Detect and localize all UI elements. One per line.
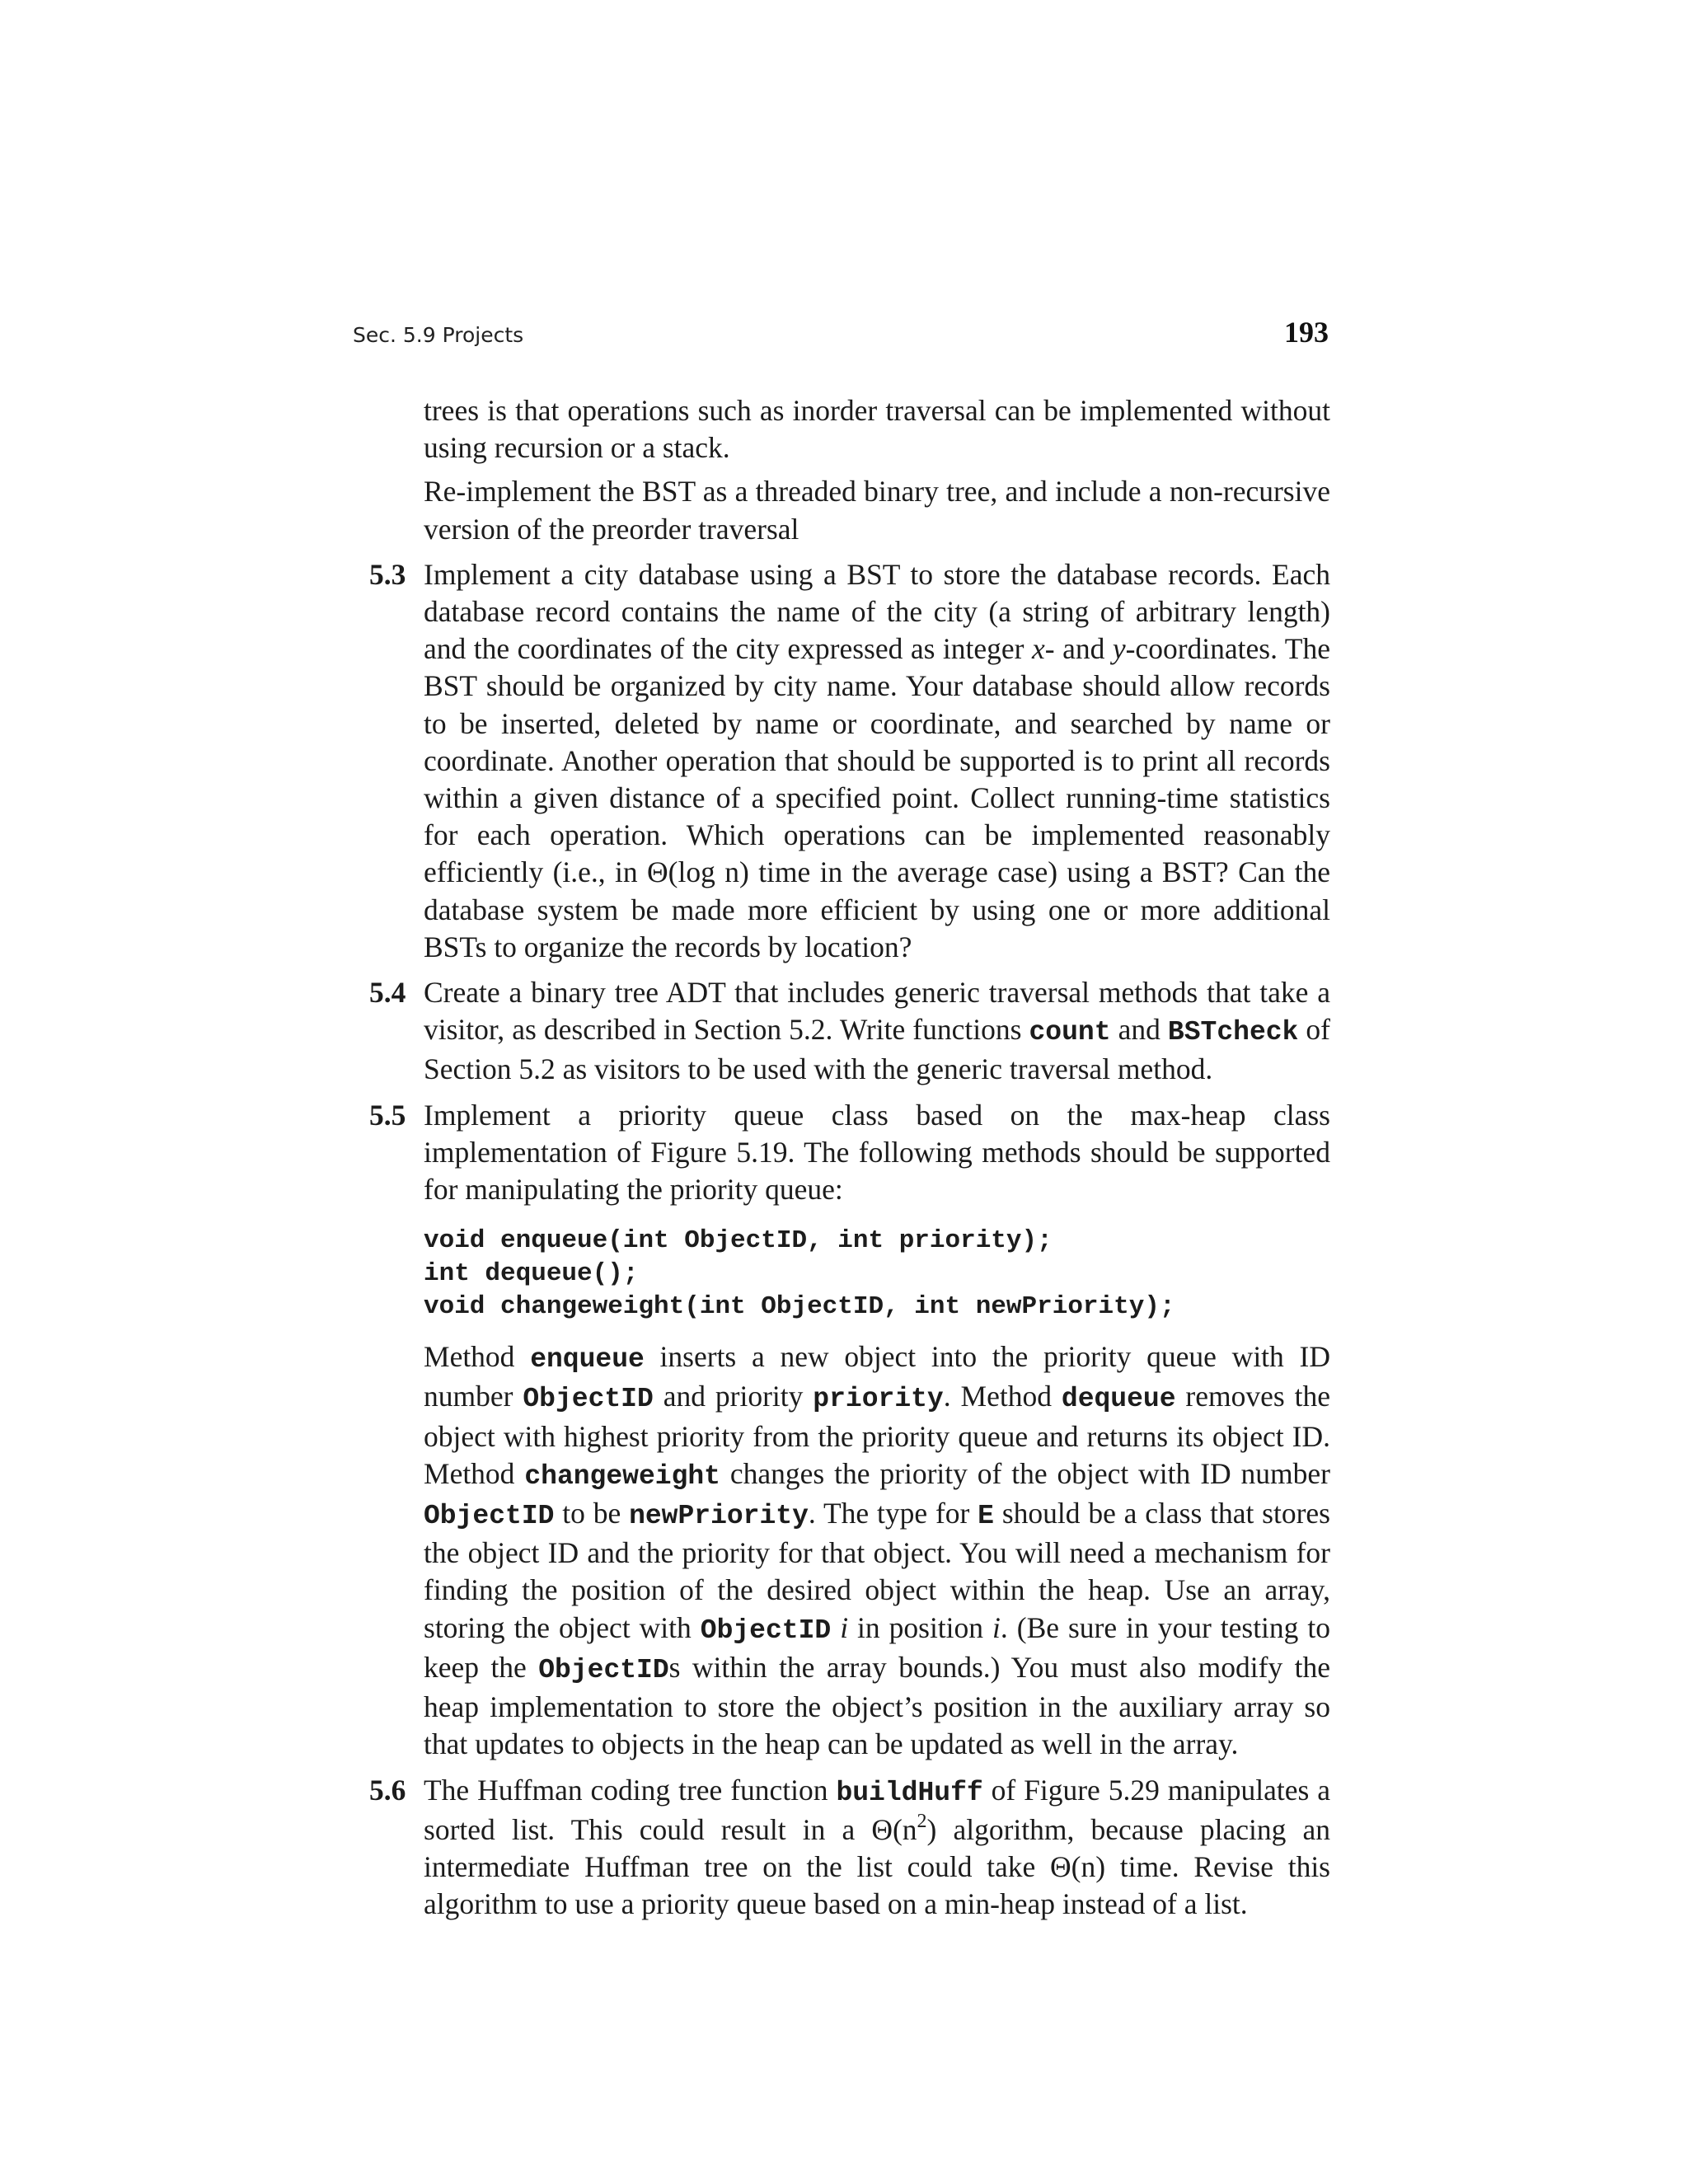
code-line: void enqueue(int ObjectID, int priority);: [424, 1226, 1053, 1256]
continuation-block: [353, 392, 1330, 548]
page-number: 193: [1284, 316, 1329, 349]
exercise-5-4: [353, 974, 1330, 1089]
exercise-5-5: [353, 1097, 1330, 1764]
exercise-text: Implement a city database using a BST to store the database records. Each database record contains the name of the city (a string of arbitrary length) and the coordinates of the city expressed as integer x- and y-coordinates. The BST should be organized by city name. Your database should allow records to be inserted, deleted by name or coordinate, and searched by name or coordinate. Another operation that should be supported is to print all records within a given distance of a specified point. Collect running-time statistics for each operation. Which operations can be implemented reasonably efficiently (i.e., in Θ(log n) time in the average case) using a BST? Can the database system be made more efficient by using one or more additional BSTs to organize the records by location?: [424, 557, 1330, 963]
page-body: [353, 392, 1330, 1923]
exercise-details: Method enqueue inserts a new object into the priority queue with ID number ObjectID and priority priority. Method dequeue removes the object with highest priority from the priority queue and returns its object ID. Method changeweight changes the priority of the object with ID number ObjectID to be newPriority. The type for E should be a class that stores the object ID and the priority for that object. You will need a mechanism for finding the position of the desired object within the heap. Use an array, storing the object with ObjectID i in position i. (Be sure in your testing to keep the ObjectIDs within the array bounds.) You must also modify the heap implementation to store the object’s position in the auxiliary array so that updates to objects in the heap can be updated as well in the array.: [424, 1340, 1331, 1761]
running-header: [353, 318, 1329, 368]
exercise-text: Create a binary tree ADT that includes generic traversal methods that take a visitor, as described in Section 5.2. Write functions count and BSTcheck of Section 5.2 as visitors to be used with the generic traversal method.: [424, 976, 1330, 1086]
exercise-number: 5.6: [369, 1773, 406, 1807]
exercise-text: The Huffman coding tree function buildHuff of Figure 5.29 manipulates a sorted list. This could result in a $\Theta(n^2)$ algorithm, because placing an intermediate Huffman tree on the list could take Θ(n) time. Revise this algorithm to use a priority queue based on a min-heap instead of a list.: [424, 1773, 1330, 1921]
exercise-5-3: [353, 556, 1330, 966]
exercise-5-6: [353, 1772, 1330, 1924]
code-bstcheck: BSTcheck: [1167, 1017, 1299, 1048]
continuation-paragraph-1: trees is that operations such as inorder traversal can be implemented without using recursion or a stack.: [424, 394, 1330, 465]
exercise-intro: Implement a priority queue class based on the max-heap class implementation of Figure 5.19. The following methods should be supported for manipulating the priority queue:: [424, 1098, 1330, 1207]
exercise-number: 5.5: [369, 1098, 406, 1132]
continuation-paragraph-2: Re-implement the BST as a threaded binary tree, and include a non-recursive version of the preorder traversal: [424, 475, 1330, 546]
code-line: void changeweight(int ObjectID, int newPriority);: [424, 1292, 1175, 1322]
section-title: Sec. 5.9 Projects: [353, 323, 524, 347]
code-line: int dequeue();: [424, 1259, 639, 1289]
exercise-number: 5.3: [369, 557, 406, 591]
theta-log-n: Θ(log n): [647, 855, 749, 889]
code-buildhuff: buildHuff: [836, 1777, 983, 1808]
exercise-number: 5.4: [369, 976, 406, 1010]
code-block: [424, 1225, 1330, 1324]
code-count: count: [1029, 1017, 1111, 1048]
